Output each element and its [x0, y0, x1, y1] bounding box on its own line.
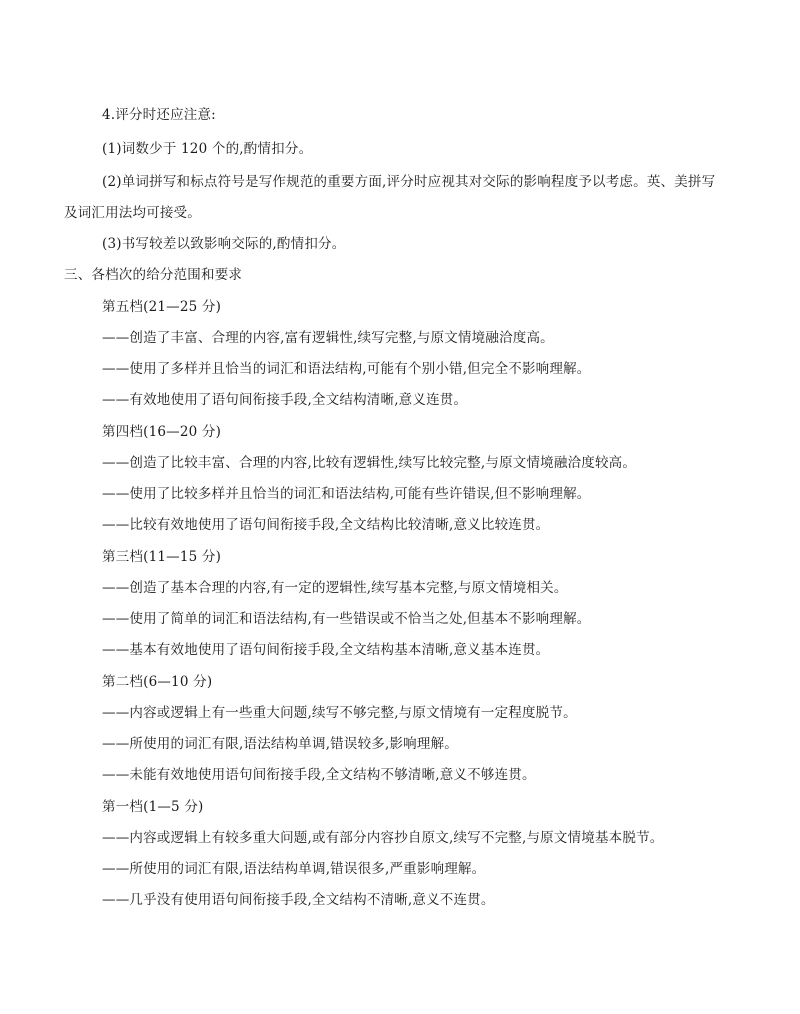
level-criterion: ——使用了比较多样并且恰当的词汇和语法结构,可能有些许错误,但不影响理解。 — [102, 486, 591, 502]
level-criterion: ——创造了比较丰富、合理的内容,比较有逻辑性,续写比较完整,与原文情境融洽度较高。 — [102, 455, 637, 471]
level-criterion: ——基本有效地使用了语句间衔接手段,全文结构基本清晰,意义基本连贯。 — [102, 642, 550, 658]
notes-item-3: (3)书写较差以致影响交际的,酌情扣分。 — [102, 236, 346, 252]
level-title: 第三档(11—15 分) — [102, 549, 222, 565]
notes-item-2-line-1: (2)单词拼写和标点符号是写作规范的重要方面,评分时应视其对交际的影响程度予以考虑。英、美拼写 — [102, 174, 716, 190]
notes-item-2-line-2: 及词汇用法均可接受。 — [64, 205, 201, 221]
level-criterion: ——使用了简单的词汇和语法结构,有一些错误或不恰当之处,但基本不影响理解。 — [102, 611, 591, 627]
level-title: 第四档(16—20 分) — [102, 424, 222, 440]
level-criterion: ——使用了多样并且恰当的词汇和语法结构,可能有个别小错,但完全不影响理解。 — [102, 361, 591, 377]
notes-item-1: (1)词数少于 120 个的,酌情扣分。 — [102, 141, 313, 157]
level-criterion: ——未能有效地使用语句间衔接手段,全文结构不够清晰,意义不够连贯。 — [102, 767, 536, 783]
level-criterion: ——创造了丰富、合理的内容,富有逻辑性,续写完整,与原文情境融洽度高。 — [102, 330, 554, 346]
level-criterion: ——几乎没有使用语句间衔接手段,全文结构不清晰,意义不连贯。 — [102, 892, 495, 908]
level-title: 第二档(6—10 分) — [102, 674, 213, 690]
level-title: 第一档(1—5 分) — [102, 799, 204, 815]
level-criterion: ——创造了基本合理的内容,有一定的逻辑性,续写基本完整,与原文情境相关。 — [102, 580, 568, 596]
level-criterion: ——有效地使用了语句间衔接手段,全文结构清晰,意义连贯。 — [102, 392, 468, 408]
level-criterion: ——内容或逻辑上有较多重大问题,或有部分内容抄自原文,续写不完整,与原文情境基本脱节。 — [102, 830, 664, 846]
level-criterion: ——所使用的词汇有限,语法结构单调,错误较多,影响理解。 — [102, 736, 458, 752]
notes-heading: 4.评分时还应注意: — [102, 107, 216, 123]
section-title: 三、各档次的给分范围和要求 — [64, 267, 243, 283]
level-criterion: ——所使用的词汇有限,语法结构单调,错误很多,严重影响理解。 — [102, 861, 486, 877]
level-title: 第五档(21—25 分) — [102, 299, 222, 315]
level-criterion: ——比较有效地使用了语句间衔接手段,全文结构比较清晰,意义比较连贯。 — [102, 517, 550, 533]
level-criterion: ——内容或逻辑上有一些重大问题,续写不够完整,与原文情境有一定程度脱节。 — [102, 705, 577, 721]
